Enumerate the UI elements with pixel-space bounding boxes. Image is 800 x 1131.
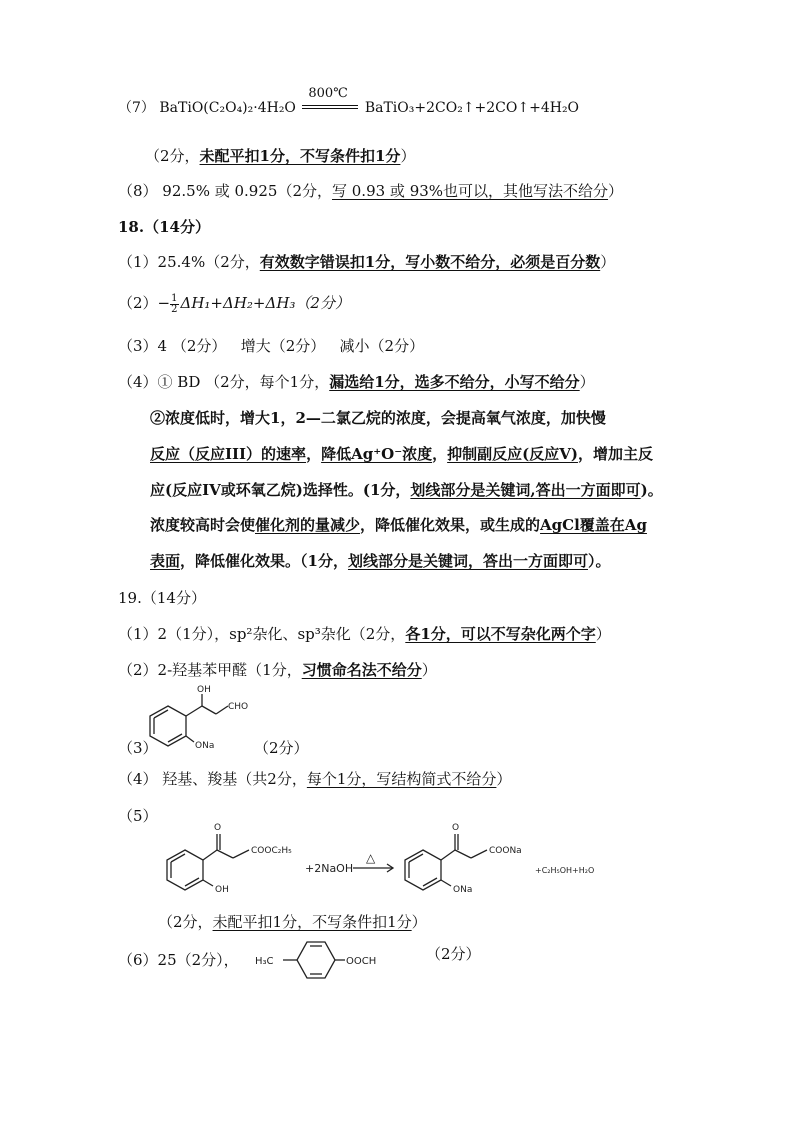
- q19-p5-o2: O: [452, 823, 460, 833]
- q19-p3-cho: CHO: [228, 702, 249, 712]
- q19-p6-oocch: OOCH: [346, 956, 377, 967]
- q18-p3: （3）4 （2分） 增大（2分） 减小（2分）: [118, 337, 425, 355]
- q7-score: [145, 146, 415, 166]
- q19-p2-underlined: 习惯命名法不给分: [301, 661, 422, 679]
- q18-p4: [118, 372, 595, 392]
- q18-p4-line2-c: ，增加主反: [577, 445, 653, 463]
- q19-p2-a: （2）2-羟基苯甲醛（1分，: [118, 661, 302, 679]
- q8-text: （8） 92.5% 或 0.925（2分，: [118, 182, 332, 200]
- q18-p4-line2-b: ，: [432, 445, 448, 463]
- q7-score-b: ）: [400, 147, 416, 165]
- q19-p5-coona: COONa: [489, 846, 522, 856]
- q7-line: [118, 86, 580, 118]
- q18-p4-line4-u2: AgCl覆盖在Ag: [540, 516, 647, 534]
- q18-p4-line4-u1: 催化剂的量减少: [255, 516, 361, 534]
- q18-p4-line5: [150, 551, 611, 571]
- q19-p4: [118, 769, 511, 789]
- q19-p6-score: （2分）: [426, 945, 481, 963]
- q19-p3-num: （3）: [118, 739, 158, 757]
- q18-p1-a: （1）25.4%（2分，: [118, 253, 260, 271]
- q19-p5-prod: +C₂H₅OH+H₂O: [535, 866, 595, 875]
- q18-p4-line4: [150, 515, 647, 535]
- q19-p5-naoh: +2NaOH: [305, 862, 354, 875]
- q19-p1: [118, 624, 611, 644]
- q18-p1-b: ）: [600, 253, 616, 271]
- q19-title: 19.（14分）: [118, 589, 206, 607]
- q18-p2-num: （2）: [118, 294, 158, 312]
- q19-p5-ester: COOC₂H₅: [251, 846, 292, 856]
- q19-p4-b: ）: [496, 770, 512, 788]
- q18-p4-line5-u1: 表面: [150, 552, 181, 570]
- q18-p4-line5-a: ，降低催化效果。（1分，: [180, 552, 348, 570]
- q8-line: [118, 181, 623, 201]
- q19-p6-num: （6）25（2分），: [118, 951, 239, 969]
- q18-p4-a: （4）① BD （2分，每个1分，: [118, 373, 330, 391]
- q18-p4-line5-b: ）。: [587, 552, 611, 570]
- q19-p1-b: ）: [595, 625, 611, 643]
- q19-p3-score: （2分）: [254, 739, 309, 757]
- q7-condition: 800℃: [308, 86, 348, 101]
- q18-p2-expr: ΔH₁+ΔH₂+ΔH₃（2分）: [180, 294, 350, 312]
- q18-p4-line4-a: 浓度较高时会使: [150, 516, 256, 534]
- q8-end: ）: [608, 182, 624, 200]
- frac-denominator: 2: [171, 303, 178, 315]
- q19-p1-a: （1）2（1分），sp²杂化、sp³杂化（2分，: [118, 625, 406, 643]
- q18-p4-line3-b: )。: [640, 481, 663, 499]
- q19-p5-reaction: [155, 818, 615, 906]
- q19-p5-score-underlined: 未配平扣1分，不写条件扣1分: [212, 913, 412, 931]
- q19-p5-num: （5）: [118, 807, 158, 825]
- q7-rhs: BaTiO₃+2CO₂↑+2CO↑+4H₂O: [364, 100, 580, 116]
- q18-p4-underlined: 漏选给1分，选多不给分，小写不给分: [329, 373, 580, 391]
- q19-p3-structure: [140, 684, 260, 756]
- frac-numerator: 1: [171, 292, 178, 304]
- q18-p2-fraction: [170, 294, 178, 315]
- q7-score-a: （2分，: [145, 147, 200, 165]
- q18-p2-sign: −: [157, 294, 171, 312]
- q18-p2: [118, 293, 350, 315]
- q18-p4-line4-b: ，降低催化效果，或生成的: [360, 516, 541, 534]
- q18-p4-line2-u3: 抑制副反应(反应V): [447, 445, 578, 463]
- q18-p4-line3-u: 划线部分是关键词,答出一方面即可: [410, 481, 641, 499]
- q18-p4-line2-u2: 降低Ag⁺O⁻浓度: [321, 445, 433, 463]
- q7-arrow: [300, 86, 360, 118]
- q18-p4-line2-u1: 反应（反应III）的速率: [150, 445, 307, 463]
- q19-p3-oh: OH: [197, 685, 211, 695]
- q7-lhs: BaTiO(C₂O₄)₂·4H₂O: [159, 100, 296, 116]
- q19-p6-ch3: H₃C: [255, 956, 274, 967]
- q19-p5-score: [158, 912, 427, 932]
- q19-p3-ona: ONa: [195, 741, 215, 751]
- q7-score-underlined: 未配平扣1分，不写条件扣1分: [199, 147, 401, 165]
- q19-p1-underlined: 各1分，可以不写杂化两个字: [405, 625, 596, 643]
- q19-p4-underlined: 每个1分，写结构简式不给分: [306, 770, 497, 788]
- q19-p2: [118, 660, 437, 680]
- q19-p5-ona: ONa: [453, 885, 473, 895]
- q19-p6-structure: [255, 936, 415, 994]
- q18-p4-line2-a: ，: [306, 445, 322, 463]
- q7-num: （7）: [118, 100, 155, 116]
- q19-p5-o1: O: [214, 823, 222, 833]
- q18-p1: [118, 252, 615, 272]
- q19-p2-b: ）: [421, 661, 437, 679]
- q18-p4-b: ）: [579, 373, 595, 391]
- q19-p5-delta: △: [366, 851, 376, 865]
- q19-p4-a: （4） 羟基、羧基（共2分，: [118, 770, 307, 788]
- q18-p1-underlined: 有效数字错误扣1分，写小数不给分，必须是百分数: [259, 253, 601, 271]
- q18-p4-line5-u2: 划线部分是关键词，答出一方面即可: [347, 552, 588, 570]
- q19-p5-oh: OH: [215, 885, 229, 895]
- q18-p4-line1: ②浓度低时，增大1，2—二氯乙烷的浓度，会提高氧气浓度，加快慢: [150, 409, 606, 427]
- q19-p5-score-b: ）: [411, 913, 427, 931]
- q18-p4-line2: [150, 444, 653, 464]
- q18-p4-line3: [150, 480, 663, 500]
- q19-p5-score-a: （2分，: [158, 913, 213, 931]
- q18-p4-line3-a: 应(反应IV或环氧乙烷)选择性。(1分，: [150, 481, 411, 499]
- q18-title: 18.（14分）: [118, 218, 210, 236]
- q8-underlined: 写 0.93 或 93%也可以，其他写法不给分: [332, 182, 609, 200]
